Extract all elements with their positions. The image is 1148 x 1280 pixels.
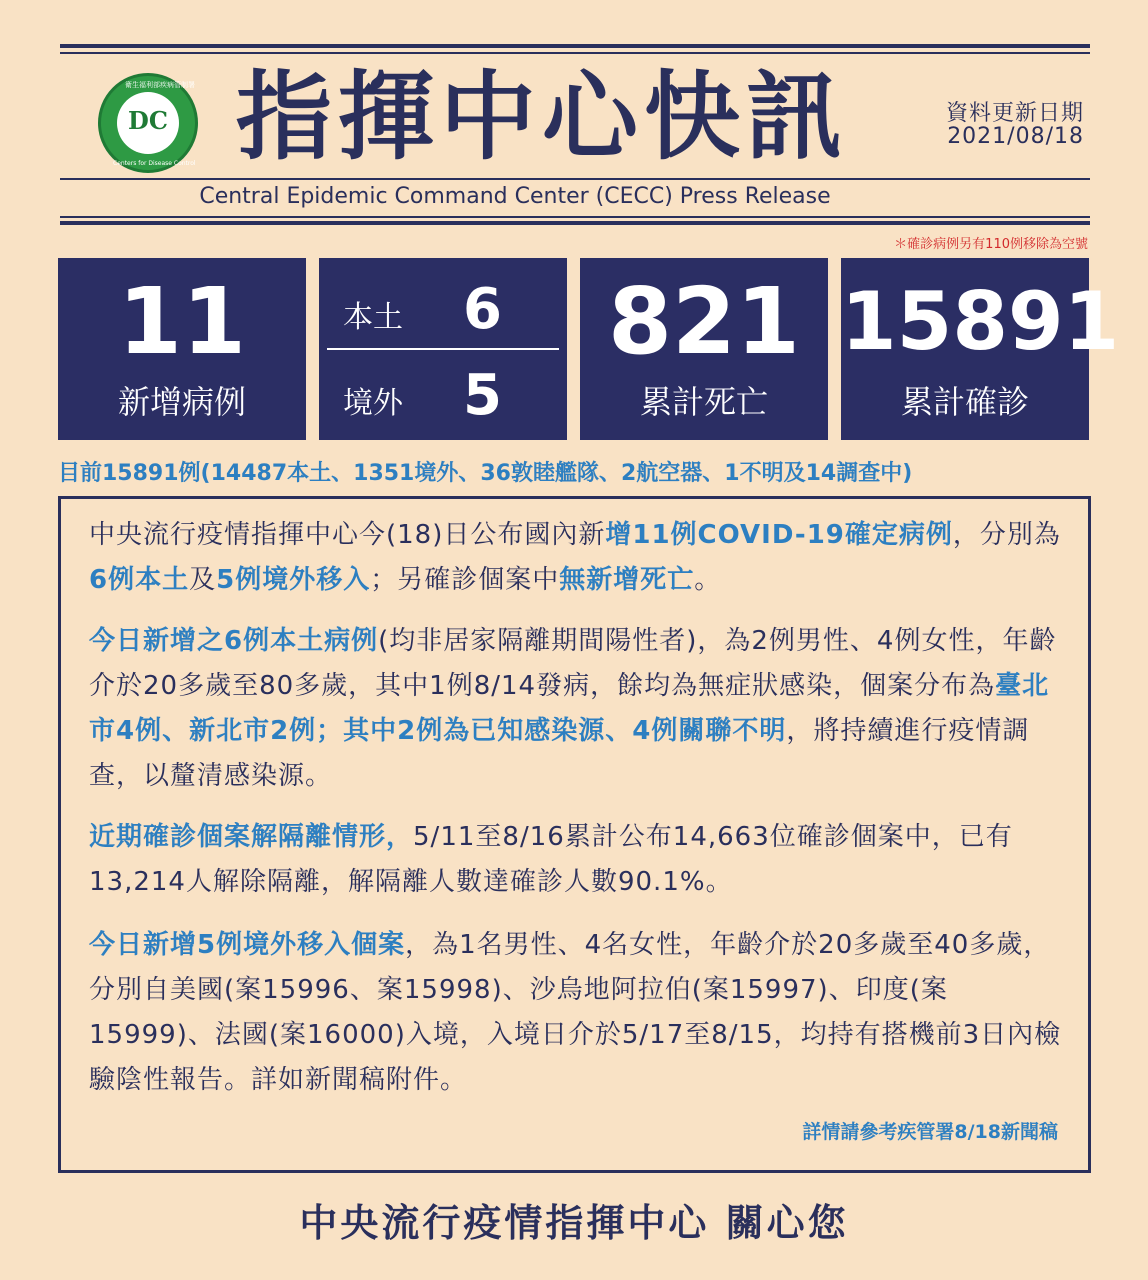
mid-rule-bottom-thick	[60, 221, 1090, 225]
logo-letters: DC	[128, 106, 168, 135]
p1-highlight-local: 6例本土	[89, 565, 190, 595]
reference-note: 詳情請參考疾管署8/18新聞稿	[802, 1121, 1058, 1143]
local-row	[333, 277, 553, 342]
new-cases-label: 新增病例	[117, 383, 246, 421]
mid-rule-bottom-thin	[60, 216, 1090, 218]
content-panel	[58, 496, 1091, 1173]
stat-deaths	[580, 258, 828, 440]
p1-text-g: ；另確診個案中	[370, 565, 560, 595]
split-divider	[327, 348, 559, 350]
new-cases-value: 11	[117, 268, 247, 375]
p1-text-c: ，分別為	[952, 520, 1061, 550]
p2-highlight-distribution: 臺北市4例、新北市2例；其中2例為已知感染源、4例關聯不明	[89, 671, 1050, 746]
p1-highlight-new-cases: 增11例COVID-19確定病例	[605, 520, 953, 550]
logo-inner-circle	[117, 92, 179, 154]
mid-rule-top	[60, 178, 1090, 180]
p1-highlight-imported: 5例境外移入	[216, 565, 371, 595]
p1-text-e: 及	[189, 565, 217, 595]
p1-text-i: 。	[694, 565, 722, 595]
local-label: 本土	[343, 300, 403, 335]
paragraph-1	[89, 513, 1064, 603]
cdc-logo	[98, 73, 198, 173]
p4-text-b: ，為1名男性、4名女性，年齡介於20多歲至40多歲，分別自美國(案15996、案15998)、沙烏地阿拉伯(案15997)、印度(案15999)、法國(案16000)入境，入境日介於5/17至8/15，均持有搭機前3日內檢驗陰性報告。詳如新聞稿附件。	[89, 930, 1062, 1095]
update-date: 2021/08/18	[947, 124, 1084, 149]
confirmed-label: 累計確診	[900, 383, 1029, 421]
confirmed-value: 15891	[841, 275, 1120, 368]
p2-text-b: (均非居家隔離期間陽性者)，為2例男性、4例女性，年齡介於20多歲至80多歲，其中1例8/14發病，餘均為無症狀感染，個案分布為	[89, 626, 1057, 701]
imported-value: 5	[463, 363, 502, 428]
paragraph-3	[89, 815, 1064, 905]
deaths-value: 821	[607, 268, 801, 375]
update-label: 資料更新日期	[945, 101, 1084, 126]
page-title: 指揮中心快訊	[236, 61, 848, 173]
stat-confirmed	[841, 258, 1120, 440]
stat-new-cases	[58, 258, 306, 440]
stat-local-imported	[319, 258, 567, 440]
p2-text-d: ，將持續進行疫情調查，以釐清感染源。	[89, 716, 1030, 791]
p3-text-b: 5/11至8/16累計公布14,663位確診個案中，已有13,214人解除隔離，解隔離人數達確診人數90.1%。	[89, 822, 1013, 897]
cumulative-summary: 目前15891例(14487本土、1351境外、36敦睦艦隊、2航空器、1不明及14調查中)	[58, 461, 913, 486]
footnote-removed-cases: ＊確診病例另有110例移除為空號	[894, 237, 1088, 252]
top-rule-thick	[60, 44, 1090, 48]
p3-highlight-heading: 近期確診個案解隔離情形，	[89, 822, 414, 852]
subtitle-english: Central Epidemic Command Center (CECC) Press Release	[199, 184, 831, 209]
p2-highlight-heading: 今日新增之6例本土病例	[89, 626, 379, 656]
local-value: 6	[463, 277, 502, 342]
p1-text-a: 中央流行疫情指揮中心今(18)日公布國內新	[89, 520, 606, 550]
p1-highlight-no-deaths: 無新增死亡	[559, 565, 695, 595]
logo-text-chinese: 衛生福利部疾病管制署	[125, 81, 195, 89]
p4-highlight-heading: 今日新增5例境外移入個案	[89, 930, 406, 960]
paragraph-2	[89, 619, 1064, 799]
imported-row	[333, 363, 553, 428]
paragraph-4	[89, 923, 1064, 1103]
deaths-label: 累計死亡	[639, 383, 768, 421]
imported-label: 境外	[343, 386, 403, 421]
logo-text-english: Centers for Disease Control	[113, 160, 196, 167]
footer-message: 中央流行疫情指揮中心 關心您	[299, 1201, 849, 1245]
